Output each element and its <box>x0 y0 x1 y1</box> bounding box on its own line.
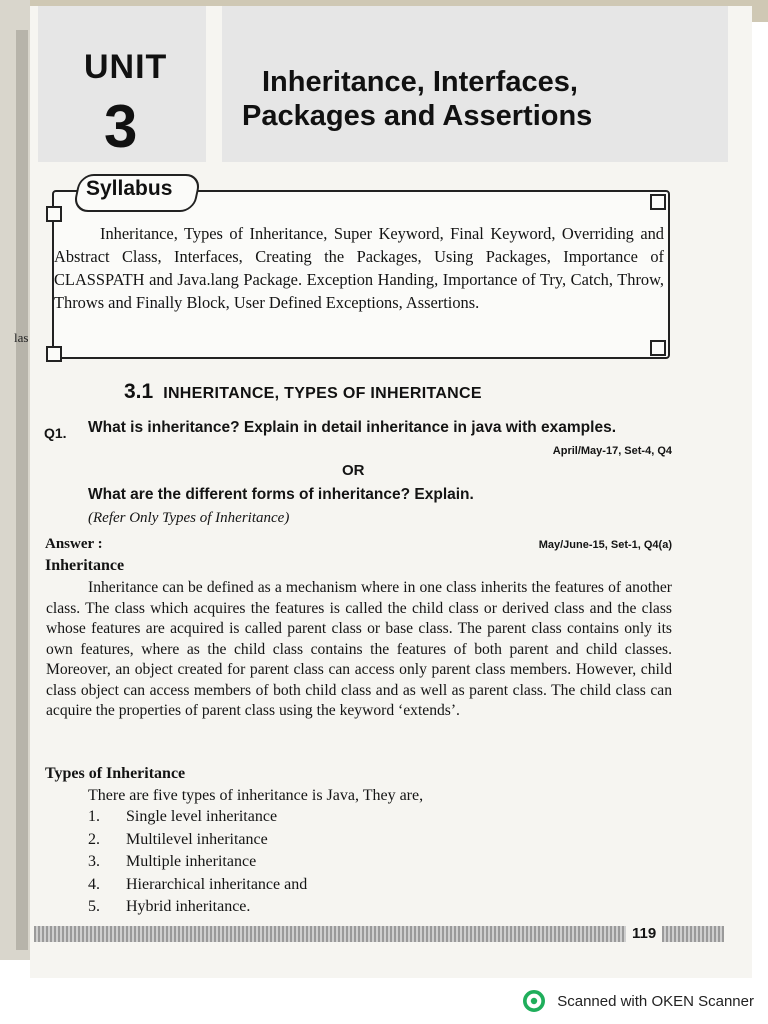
scanner-watermark <box>523 990 754 1012</box>
exam-reference-1: April/May-17, Set-4, Q4 <box>552 445 672 457</box>
question-label: Q1. <box>44 425 67 441</box>
list-item: 1. Single level inheritance <box>88 808 278 825</box>
list-item: 5. Hybrid inheritance. <box>88 898 251 916</box>
unit-number: 3 <box>104 93 138 160</box>
list-item: 3. Multiple inheritance <box>88 853 257 871</box>
chapter-title-line-2: Packages and Assertions <box>242 100 593 132</box>
footer-bar <box>34 926 724 942</box>
chapter-title-line-1: Inheritance, Interfaces, <box>262 66 578 98</box>
exam-reference-2: May/June-15, Set-1, Q4(a) <box>538 539 672 551</box>
frame-corner <box>46 346 62 362</box>
syllabus-tab-label: Syllabus <box>86 177 173 200</box>
scanner-text: Scanned with OKEN Scanner <box>557 992 754 1010</box>
question-text: What is inheritance? Explain in detail inheritance in java with examples. <box>88 419 617 436</box>
or-separator: OR <box>342 462 365 479</box>
frame-corner <box>46 206 62 222</box>
types-list <box>88 808 307 921</box>
answer-label: Answer : <box>45 536 103 552</box>
inheritance-heading: Inheritance <box>45 557 125 574</box>
types-heading: Types of Inheritance <box>45 765 186 782</box>
section-heading <box>124 380 482 404</box>
section-title: INHERITANCE, TYPES OF INHERITANCE <box>163 385 482 402</box>
margin-mark: las <box>14 330 29 345</box>
page-edge-shadow <box>16 30 28 950</box>
section-number: 3.1 <box>124 380 154 403</box>
frame-corner <box>650 340 666 356</box>
question-text-2: What are the different forms of inheritance? Explain. <box>88 486 474 503</box>
list-item: 2. Multilevel inheritance <box>88 830 268 848</box>
syllabus-text: Inheritance, Types of Inheritance, Super Keyword, Final Keyword, Overriding and Abstract Class, Interfaces, Creating the Packages, Using Packages, Importance of CLASSPATH and Java.lang Package. Exception Handing, Importance of Try, Catch, Throw, Throws and Finally Block, User Defined Exceptions, Assertions. <box>54 224 664 312</box>
list-item: 4. Hierarchical inheritance and <box>88 875 308 893</box>
oken-scanner-icon <box>523 990 545 1012</box>
frame-corner <box>650 194 666 210</box>
page-number: 119 <box>626 925 662 942</box>
types-intro: There are five types of inheritance is Java, They are, <box>88 787 424 804</box>
unit-label: UNIT <box>84 48 168 86</box>
inheritance-paragraph: Inheritance can be defined as a mechanism where in one class inherits the features of another class. The class which acquires the features is called the child class or derived class and the class whose features are acquired is called parent class or base class. The parent class contains only its own features, where as the child class contains the features of both parent and child classes. Moreover, an object created for parent class can access only parent class members. However, child class object can access members of both child class and as well as parent class. The child class can acquire the properties of parent class using the keyword ‘extends’. <box>46 579 672 719</box>
refer-note: (Refer Only Types of Inheritance) <box>88 510 290 526</box>
